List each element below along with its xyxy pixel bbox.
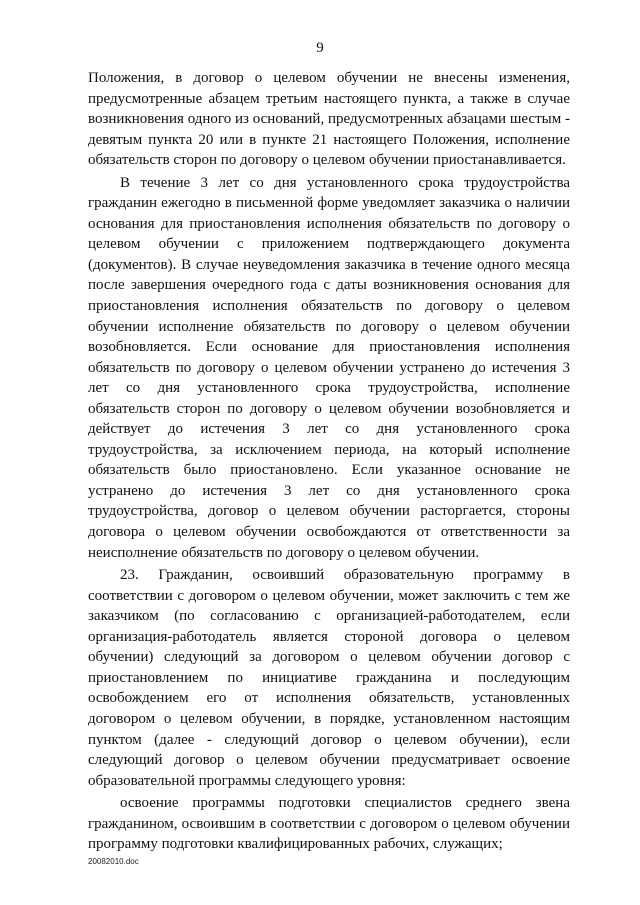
- paragraph-annual-notification: В течение 3 лет со дня установленного срока трудоустройства гражданин ежегодно в письменной форме уведомляет заказчика о наличии основания для приостановления исполнения обязательств по договору о целевом обучении с приложением подтверждающего документа (документов). В случае неуведомления заказчика в течение одного месяца после завершения очередного года с даты возникновения основания для приостановления исполнения обязательств по договору о целевом обучении исполнение обязательств по договору о целевом обучении возобновляется. Если основание для приостановления исполнения обязательств по договору о целевом обучении устранено до истечения 3 лет со дня установленного срока трудоустройства, исполнение обязательств сторон по договору о целевом обучении возобновляется и действует до истечения 3 лет со дня установленного срока трудоустройства, за исключением периода, на который исполнение обязательств было приостановлено. Если указанное основание не устранено до истечения 3 лет со дня установленного срока трудоустройства, договор о целевом обучении расторгается, стороны договора о целевом обучении освобождаются от ответственности за неисполнение обязательств по договору о целевом обучении.: [88, 174, 570, 561]
- footer-filename: 20082010.doc: [88, 857, 139, 866]
- document-body: [88, 68, 570, 857]
- paragraph-secondary-program: освоение программы подготовки специалистов среднего звена гражданином, освоившим в соответствии с договором о целевом обучении программу подготовки квалифицированных рабочих, служащих;: [88, 795, 570, 853]
- page-number: 9: [316, 40, 324, 56]
- paragraph-clause-23: 23. Гражданин, освоивший образовательную программу в соответствии с договором о целевом обучении, может заключить с тем же заказчиком (по согласованию с организацией-работодателем, если организация-работодатель является стороной договора о целевом обучении) следующий за договором о целевом обучении договор с приостановлением по инициативе гражданина и последующим освобождением его от исполнения обязательств, установленных договором о целевом обучении, в порядке, установленном настоящим пунктом (далее - следующий договор о целевом обучении), если следующий договор о целевом обучении предусматривает освоение образовательной программы следующего уровня:: [88, 567, 570, 789]
- paragraph-suspension-continuation: Положения, в договор о целевом обучении не внесены изменения, предусмотренные абзацем третьим настоящего пункта, а также в случае возникновения одного из оснований, предусмотренных абзацами шестым - девятым пункта 20 или в пункте 21 настоящего Положения, исполнение обязательств сторон по договору о целевом обучении приостанавливается.: [88, 70, 570, 169]
